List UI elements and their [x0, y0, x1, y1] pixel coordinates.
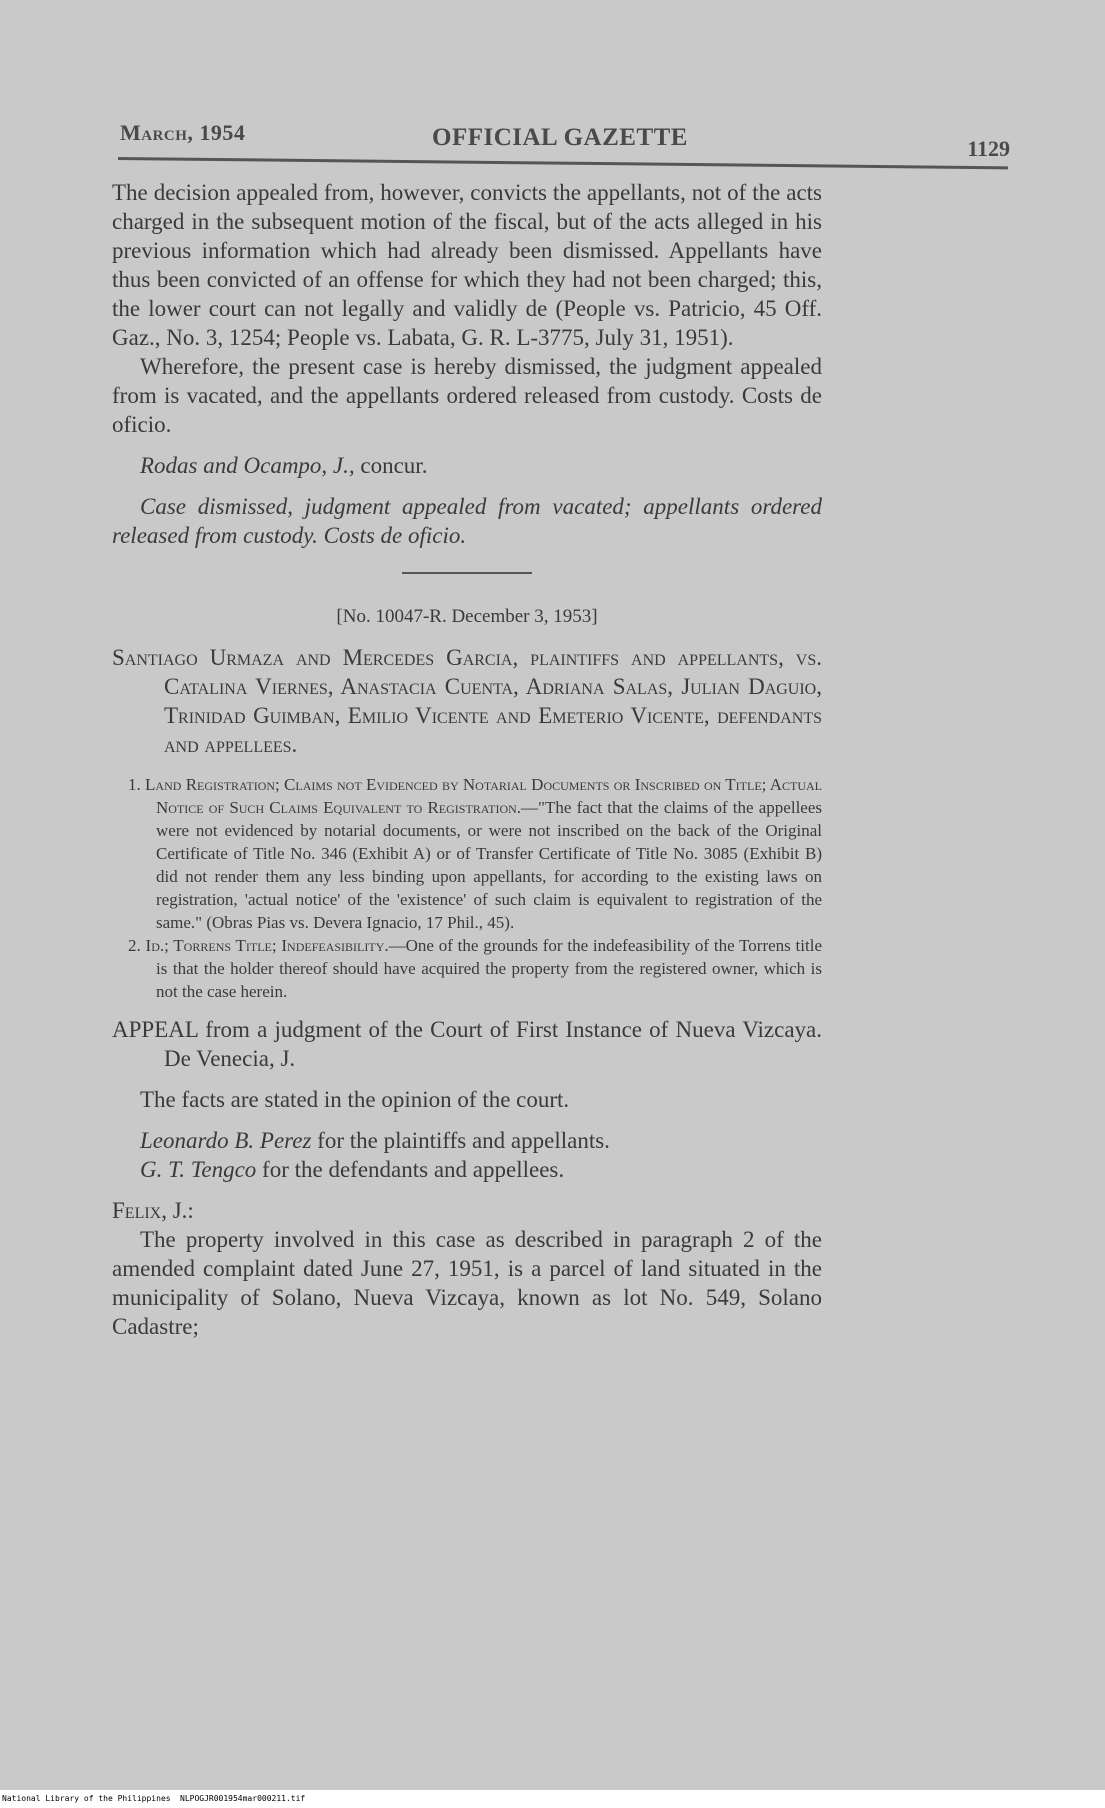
syllabus-text: "The fact that the claims of the appellees were not evidenced by notarial documents, or were not inscribed on the back of the Original Certificate of Title No. 346 (Exhibit A) or of Transfer Certificate of Title No. 3085 (Exhibit B) did not render them any less binding upon appellants, for according to the existing laws on registration, 'actual notice' of the 'existence' of such claim is equivalent to registration of the same." (Obras Pias vs. Devera Ignacio, 17 Phil., 45).	[156, 798, 822, 932]
opinion-paragraph: The property involved in this case as described in paragraph 2 of the amended complaint dated June 27, 1951, is a parcel of land situated in the municipality of Solano, Nueva Vizcaya, known as lot No. 549, Solano Cadastre;	[112, 1227, 822, 1339]
header-date: March, 1954	[120, 120, 246, 145]
paragraph-wherefore: Wherefore, the present case is hereby dismissed, the judgment appealed from is vacated, and the appellants ordered released from custody. Costs de oficio.	[112, 354, 822, 437]
concurring-justices: Rodas and Ocampo, J.,	[140, 453, 355, 478]
syllabus-text: One of the grounds for the indefeasibility of the Torrens title is that the holder thereof should have acquired the property from the registered owner, which is not the case herein.	[156, 936, 822, 1001]
docket-number: [No. 10047-R. December 3, 1953]	[336, 606, 598, 627]
syllabus-item	[112, 773, 822, 934]
counsel-name: G. T. Tengco	[140, 1157, 257, 1182]
header-rule	[118, 157, 1008, 169]
counsel-role: for the defendants and appellees.	[262, 1157, 565, 1182]
syllabus-heading: Id.; Torrens Title; Indefeasibility.—	[145, 936, 406, 955]
syllabus-number: 2.	[128, 936, 141, 955]
paragraph-decision: The decision appealed from, however, convicts the appellants, not of the acts charged in the subsequent motion of the fiscal, but of the acts alleged in his previous information which had already been dismissed. Appellants have thus been convicted of an offense for which they had not been charged; this, the lower court can not legally and validly de (People vs. Patricio, 45 Off. Gaz., No. 3, 1254; People vs. Labata, G. R. L-3775, July 31, 1951).	[112, 180, 822, 350]
syllabus-heading: Land Registration; Claims not Evidenced by Notarial Documents or Inscribed on Title; Actual Notice of Such Claims Equivalent to Registration.—	[145, 775, 823, 817]
counsel-line	[112, 1155, 822, 1184]
page-body	[112, 178, 822, 1341]
header-publication: OFFICIAL GAZETTE	[432, 124, 688, 151]
section-divider	[402, 572, 532, 574]
running-header	[120, 112, 1010, 161]
counsel-role: for the plaintiffs and appellants.	[317, 1128, 610, 1153]
concur-word: concur.	[360, 453, 428, 478]
counsel-line	[112, 1126, 822, 1155]
syllabus-number: 1.	[128, 775, 141, 794]
footer-library: National Library of the Philippines	[2, 1794, 171, 1803]
counsel-name: Leonardo B. Perez	[140, 1128, 312, 1153]
disposition: Case dismissed, judgment appealed from vacated; appellants ordered released from custody. Costs de oficio.	[112, 494, 822, 548]
facts-statement: The facts are stated in the opinion of the court.	[140, 1087, 570, 1112]
page-number: 1129	[967, 136, 1010, 161]
appeal-statement: APPEAL from a judgment of the Court of First Instance of Nueva Vizcaya. De Venecia, J.	[112, 1017, 822, 1071]
case-parties: Santiago Urmaza and Mercedes Garcia, plaintiffs and appellants, vs. Catalina Viernes, Anastacia Cuenta, Adriana Salas, Julian Daguio, Trinidad Guimban, Emilio Vicente and Emeterio Vicente, defendants and appellees.	[112, 645, 822, 757]
concurrence	[112, 451, 822, 480]
syllabus-item	[112, 934, 822, 1003]
syllabus	[112, 773, 822, 1003]
opinion-author: Felix, J.:	[112, 1198, 194, 1223]
footer-filename: NLPOGJR001954mar000211.tif	[180, 1794, 306, 1803]
